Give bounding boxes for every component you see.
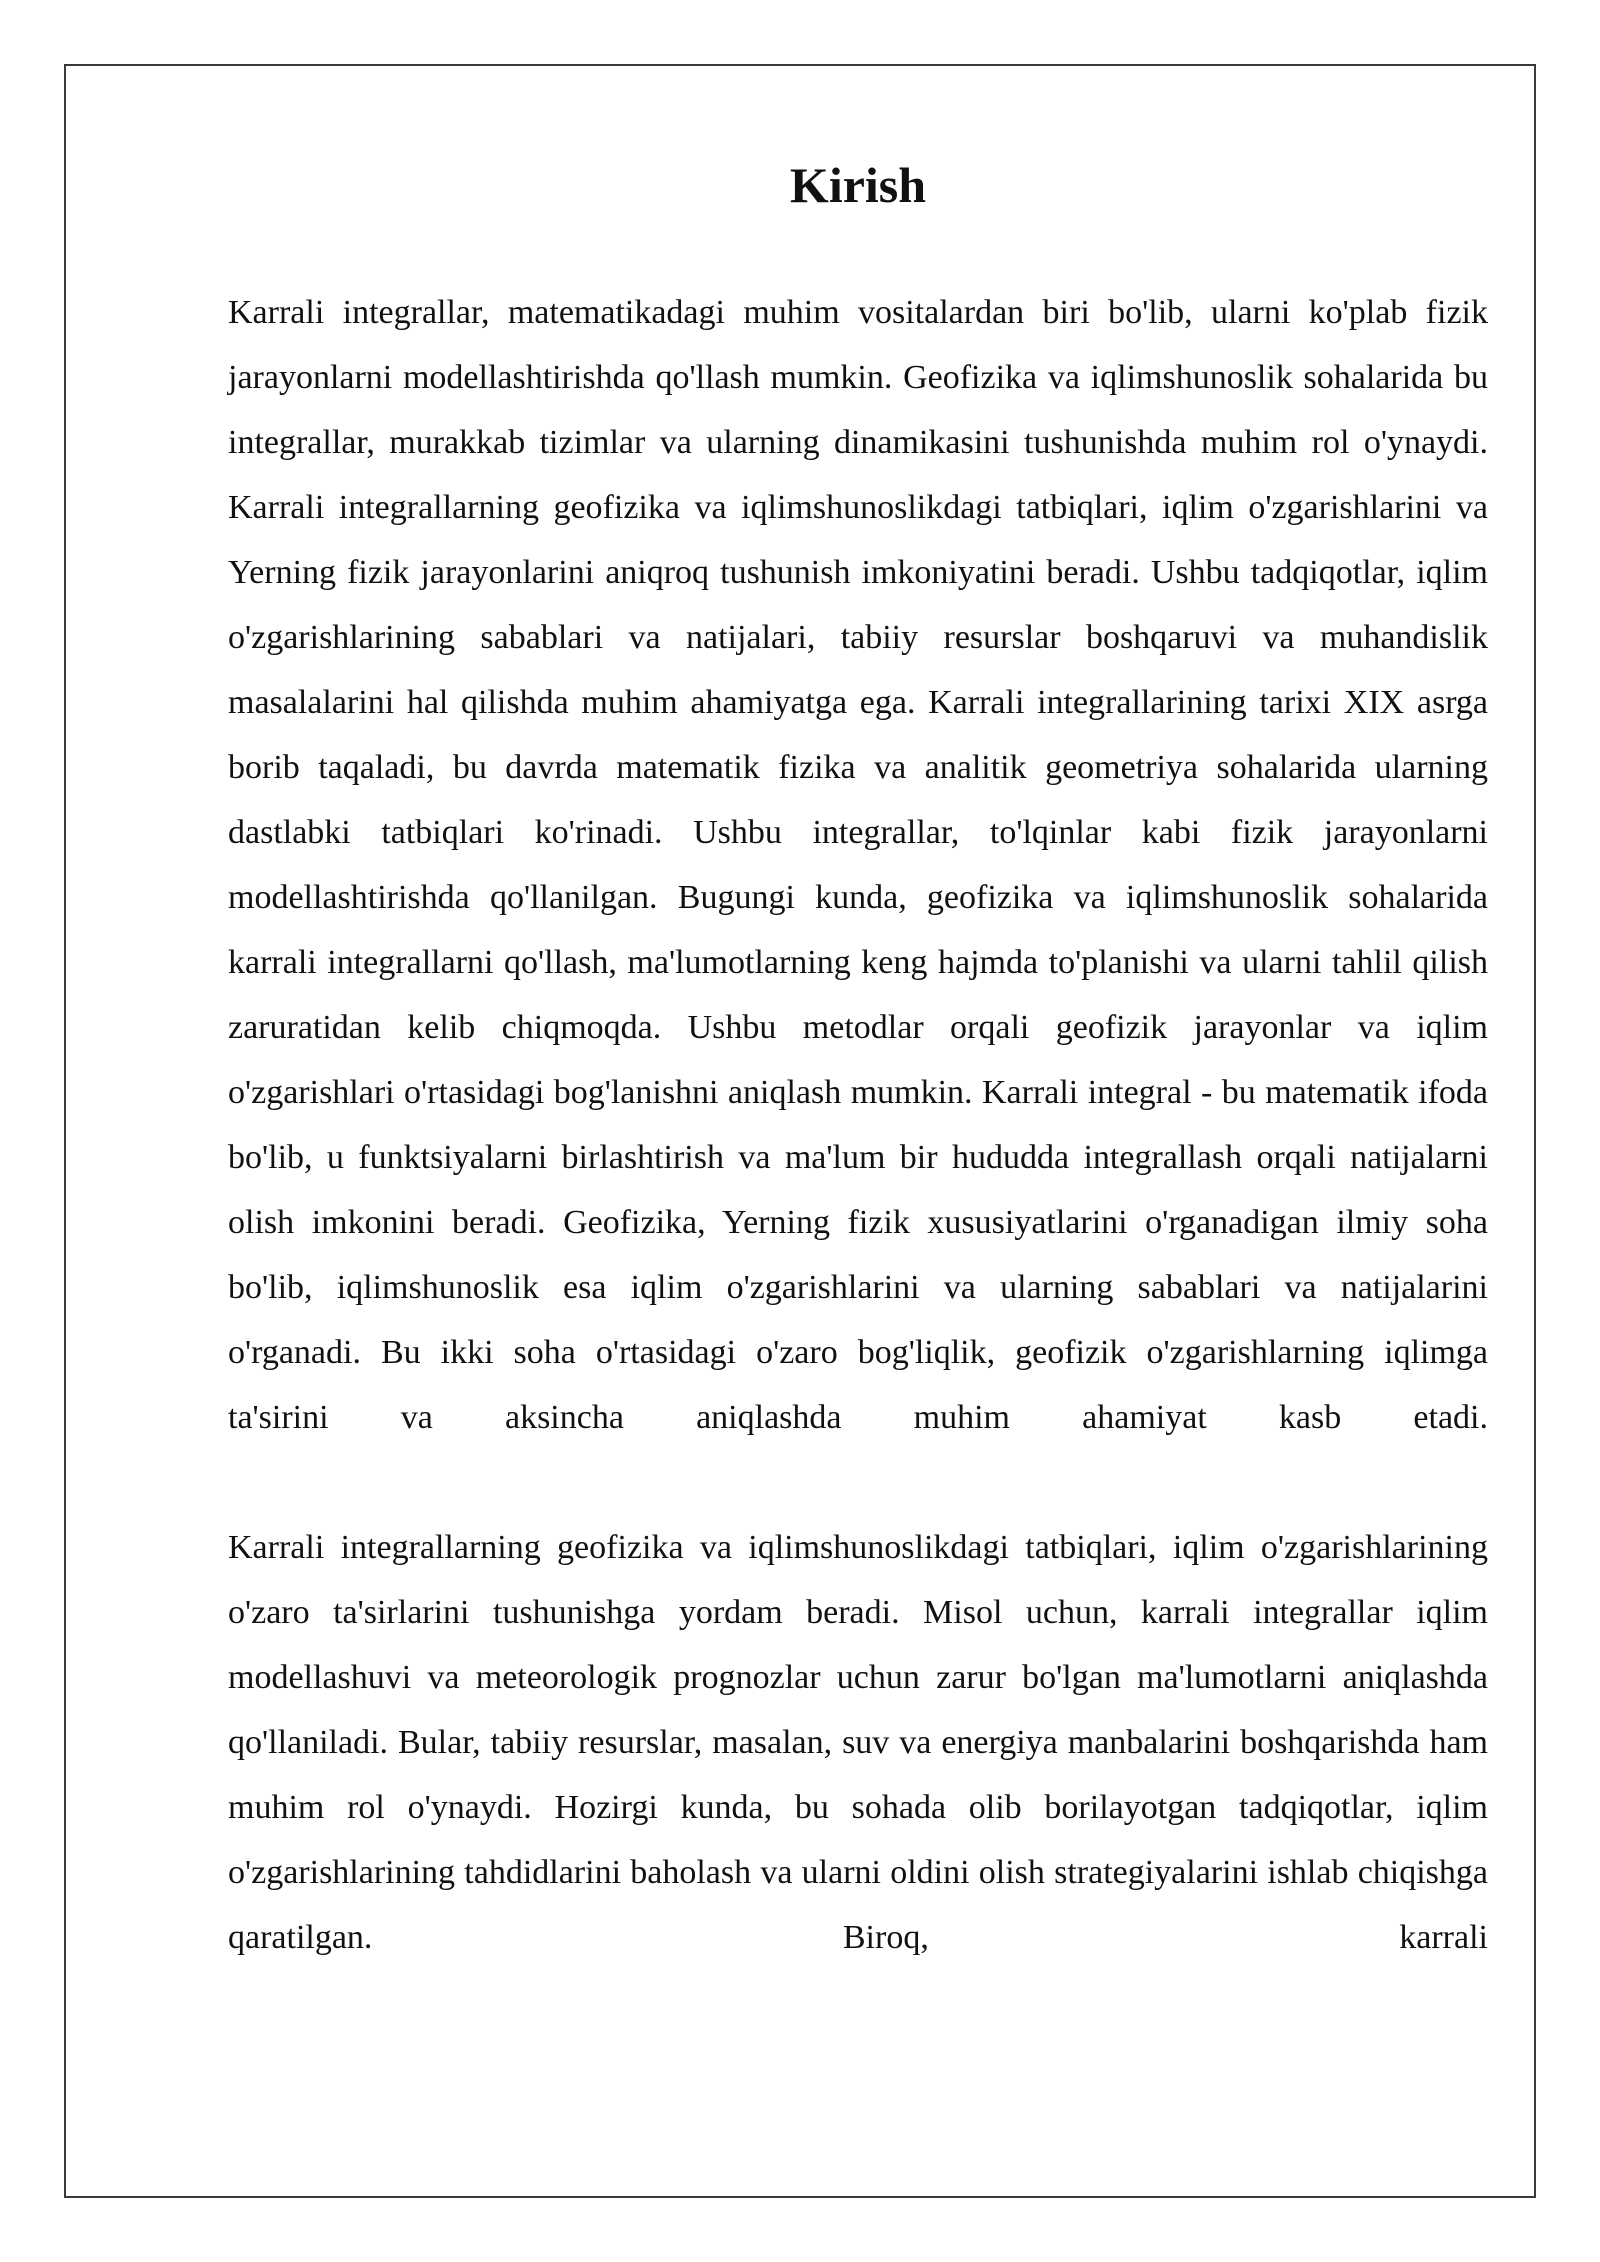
paragraph-applications: Karrali integrallarning geofizika va iqlimshunoslikdagi tatbiqlari, iqlim o'zgarishlarining o'zaro ta'sirlarini tushunishga yordam beradi. Misol uchun, karrali integrallar iqlim modellashuvi va meteorologik prognozlar uchun zarur bo'lgan ma'lumotlarni aniqlashda qo'llaniladi. Bular, tabiiy resurslar, masalan, suv va energiya manbalarini boshqarishda ham muhim rol o'ynaydi. Hozirgi kunda, bu sohada olib borilayotgan tadqiqotlar, iqlim o'zgarishlarining tahdidlarini baholash va ularni oldini olish strategiyalarini ishlab chiqishga qaratilgan. Biroq, karrali (228, 1529, 1488, 1956)
page-title: Kirish (789, 157, 927, 213)
paragraph-intro: Karrali integrallar, matematikadagi muhim vositalardan biri bo'lib, ularni ko'plab fizik jarayonlarni modellashtirishda qo'llash mumkin. Geofizika va iqlimshunoslik sohalarida bu integrallar, murakkab tizimlar va ularning dinamikasini tushunishda muhim rol o'ynaydi. Karrali integrallarning geofizika va iqlimshunoslikdagi tatbiqlari, iqlim o'zgarishlarini va Yerning fizik jarayonlarini aniqroq tushunish imkoniyatini beradi. Ushbu tadqiqotlar, iqlim o'zgarishlarining sabablari va natijalari, tabiiy resurslar boshqaruvi va muhandislik masalalarini hal qilishda muhim ahamiyatga ega. Karrali integrallarining tarixi XIX asrga borib taqaladi, bu davrda matematik fizika va analitik geometriya sohalarida ularning dastlabki tatbiqlari ko'rinadi. Ushbu integrallar, to'lqinlar kabi fizik jarayonlarni modellashtirishda qo'llanilgan. Bugungi kunda, geofizika va iqlimshunoslik sohalarida karrali integrallarni qo'llash, ma'lumotlarning keng hajmda to'planishi va ularni tahlil qilish zaruratidan kelib chiqmoqda. Ushbu metodlar orqali geofizik jarayonlar va iqlim o'zgarishlari o'rtasidagi bog'lanishni aniqlash mumkin. Karrali integral - bu matematik ifoda bo'lib, u funktsiyalarni birlashtirish va ma'lum bir hududda integrallash orqali natijalarni olish imkonini beradi. Geofizika, Yerning fizik xususiyatlarini o'rganadigan ilmiy soha bo'lib, iqlimshunoslik esa iqlim o'zgarishlarini va ularning sabablari va natijalarini o'rganadi. Bu ikki soha o'rtasidagi o'zaro bog'liqlik, geofizik o'zgarishlarning iqlimga ta'sirini va aksincha aniqlashda muhim ahamiyat kasb etadi. (228, 294, 1488, 1436)
document-body (228, 150, 1488, 1970)
